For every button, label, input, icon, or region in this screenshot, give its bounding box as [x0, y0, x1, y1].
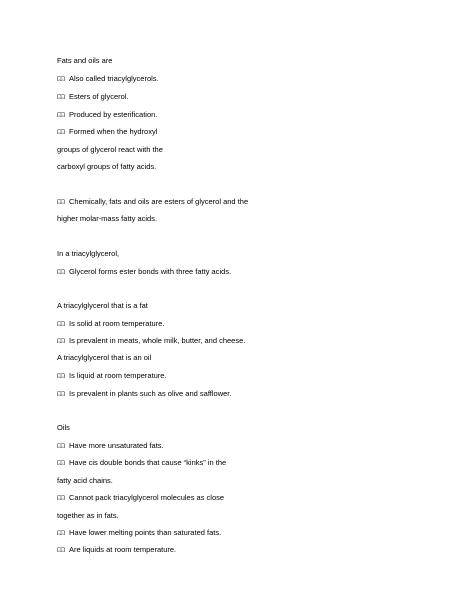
bullet-line: Is prevalent in meats, whole milk, butter, and cheese.	[57, 336, 245, 346]
text-line: groups of glycerol react with the	[57, 145, 163, 154]
book-icon	[57, 495, 65, 500]
text-line: carboxyl groups of fatty acids.	[57, 162, 157, 171]
bullet-line: Is liquid at room temperature.	[57, 371, 167, 381]
book-icon	[57, 76, 65, 81]
book-icon	[57, 443, 65, 448]
bullet-line: Have lower melting points than saturated fats.	[57, 528, 221, 538]
book-icon	[57, 94, 65, 99]
bullet-line: Esters of glycerol.	[57, 92, 129, 102]
book-icon	[57, 321, 65, 326]
bullet-line: Produced by esterification.	[57, 110, 157, 120]
book-icon	[57, 373, 65, 378]
book-icon	[57, 269, 65, 274]
book-icon	[57, 129, 65, 134]
bullet-line: Have cis double bonds that cause “kinks” in the	[57, 458, 226, 468]
bullet-line: Are liquids at room temperature.	[57, 545, 176, 555]
text-line: Fats and oils are	[57, 56, 113, 65]
bullet-line: Is solid at room temperature.	[57, 319, 164, 329]
book-icon	[57, 460, 65, 465]
book-icon	[57, 530, 65, 535]
book-icon	[57, 199, 65, 204]
book-icon	[57, 338, 65, 343]
bullet-line: Also called triacylglycerols.	[57, 74, 159, 84]
bullet-line: Chemically, fats and oils are esters of glycerol and the	[57, 197, 248, 207]
text-line: A triacylglycerol that is a fat	[57, 301, 148, 310]
book-icon	[57, 112, 65, 117]
book-icon	[57, 391, 65, 396]
bullet-line: Have more unsaturated fats.	[57, 441, 164, 451]
book-icon	[57, 547, 65, 552]
text-line: A triacylglycerol that is an oil	[57, 353, 152, 362]
bullet-line: Is prevalent in plants such as olive and safflower.	[57, 389, 231, 399]
bullet-line: Formed when the hydroxyl	[57, 127, 157, 137]
text-line: higher molar-mass fatty acids.	[57, 214, 158, 223]
text-line: Oils	[57, 423, 70, 432]
text-line: fatty acid chains.	[57, 476, 113, 485]
bullet-line: Glycerol forms ester bonds with three fatty acids.	[57, 267, 231, 277]
text-line: In a triacylglycerol,	[57, 249, 120, 258]
bullet-line: Cannot pack triacylglycerol molecules as close	[57, 493, 224, 503]
text-line: together as in fats.	[57, 511, 119, 520]
